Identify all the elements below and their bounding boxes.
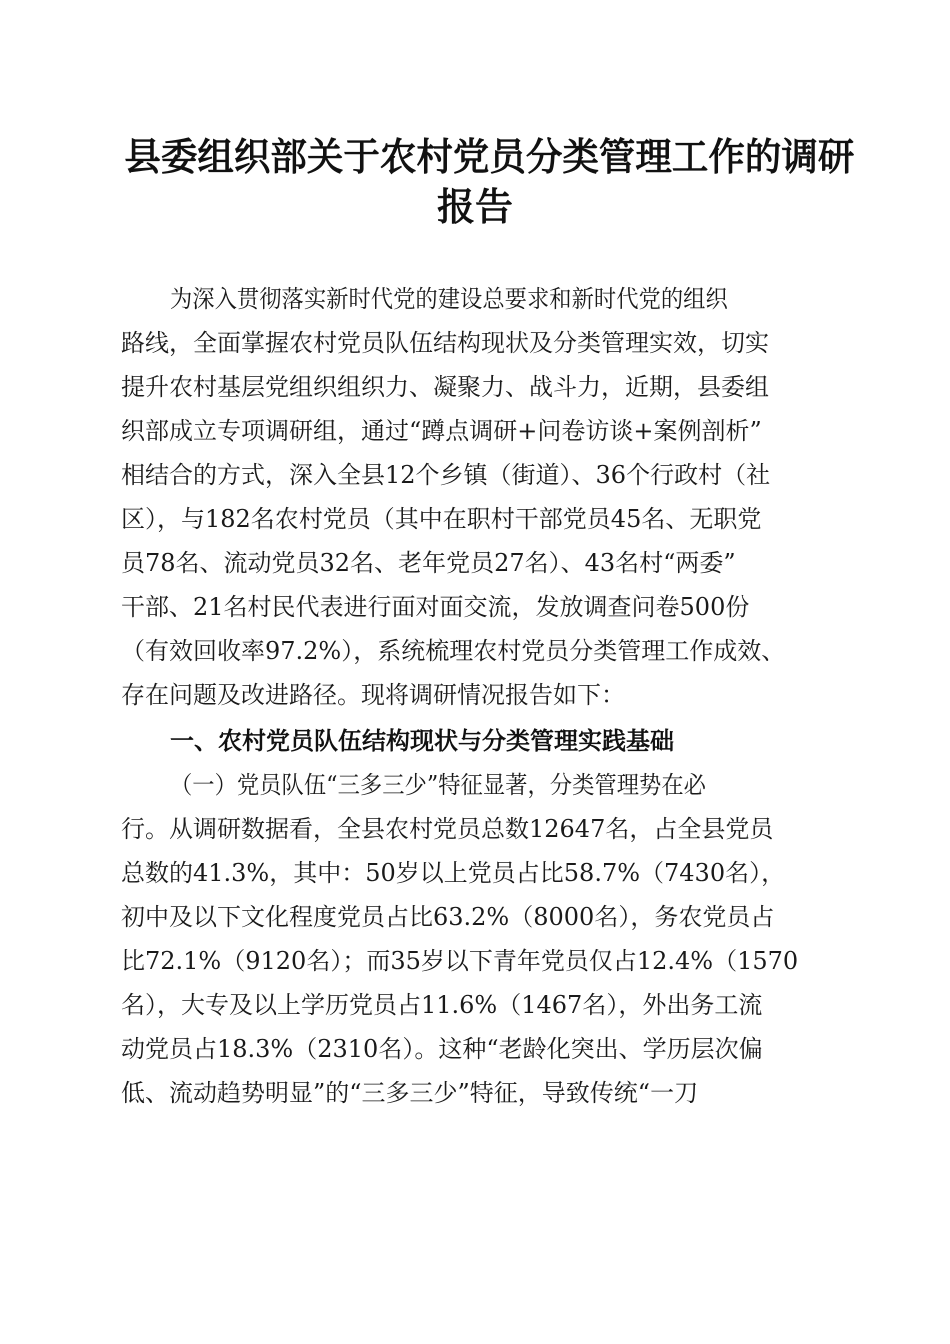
intro-paragraph-line: 织部成立专项调研组，通过“蹲点调研+问卷访谈+案例剖析” — [121, 417, 762, 445]
intro-paragraph-line: 存在问题及改进路径。现将调研情况报告如下： — [121, 681, 625, 709]
document-title-continued: 报告 — [436, 184, 513, 229]
section-paragraph-line: （一）党员队伍“三多三少”特征显著，分类管理势在必 — [170, 771, 706, 799]
section-paragraph-line: 名），大专及以上学历党员占11.6%（1467名），外出务工流 — [121, 991, 763, 1019]
section-paragraph-line: 低、流动趋势明显”的“三多三少”特征，导致传统“一刀 — [121, 1079, 699, 1107]
section-paragraph-line: 比72.1%（9120名）；而35岁以下青年党员仅占12.4%（1570 — [121, 947, 799, 975]
intro-paragraph-line: 区），与182名农村党员（其中在职村干部党员45名、无职党 — [121, 505, 762, 533]
document-title: 县委组织部关于农村党员分类管理工作的调研 — [124, 134, 855, 179]
intro-paragraph-line: 为深入贯彻落实新时代党的建设总要求和新时代党的组织 — [170, 285, 728, 313]
intro-paragraph-line: 相结合的方式，深入全县12个乡镇（街道）、36个行政村（社 — [121, 461, 771, 489]
intro-paragraph-line: 提升农村基层党组织组织力、凝聚力、战斗力，近期，县委组 — [121, 373, 769, 401]
section-paragraph-line: 动党员占18.3%（2310名）。这种“老龄化突出、学历层次偏 — [121, 1035, 763, 1063]
intro-paragraph-line: 路线，全面掌握农村党员队伍结构现状及分类管理实效，切实 — [121, 329, 769, 357]
section-heading: 一、农村党员队伍结构现状与分类管理实践基础 — [170, 727, 674, 755]
section-paragraph-line: 初中及以下文化程度党员占比63.2%（8000名），务农党员占 — [121, 903, 775, 931]
section-paragraph-line: 行。从调研数据看，全县农村党员总数12647名，占全县党员 — [121, 815, 774, 843]
intro-paragraph-line: 干部、21名村民代表进行面对面交流，发放调查问卷500份 — [121, 593, 750, 621]
intro-paragraph-line: 员78名、流动党员32名、老年党员27名）、43名村“两委” — [121, 549, 736, 577]
section-paragraph-line: 总数的41.3%，其中：50岁以上党员占比58.7%（7430名）， — [121, 859, 786, 887]
intro-paragraph-line: （有效回收率97.2%），系统梳理农村党员分类管理工作成效、 — [121, 637, 786, 665]
